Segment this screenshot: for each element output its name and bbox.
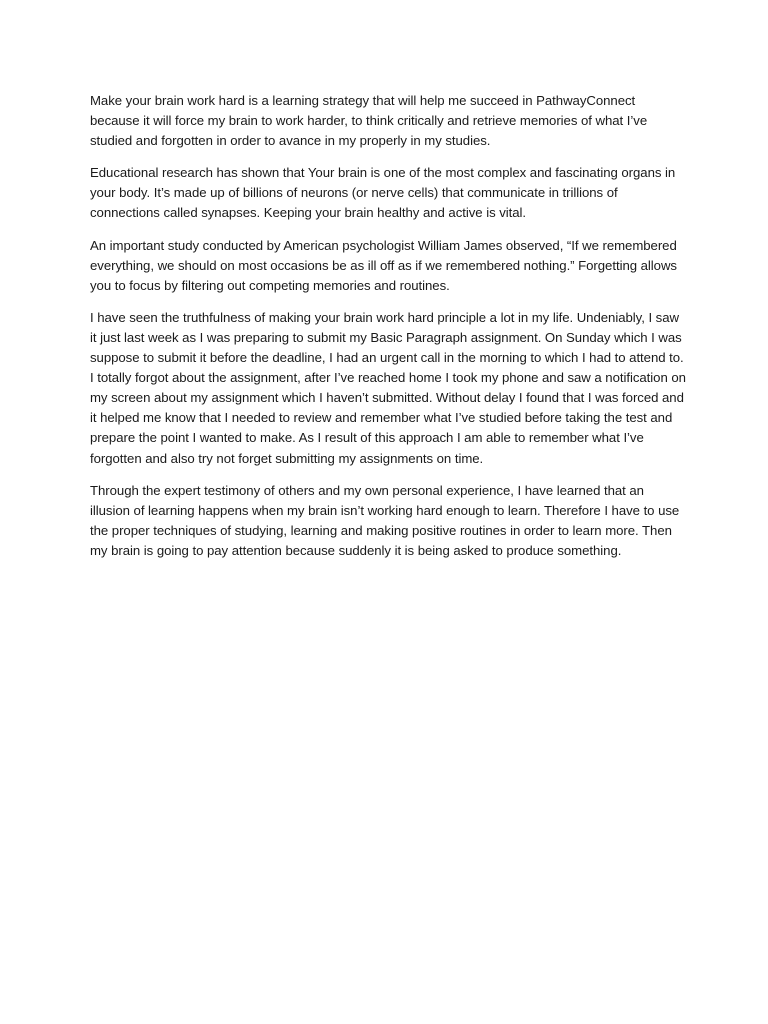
paragraph-3: An important study conducted by American psychologist William James observed, “If we remembered everything, we should on most occasions be as ill off as if we remembered nothing.” Forgetting allows you to focus by filtering out competing memories and routines. xyxy=(90,237,677,293)
paragraph-1: Make your brain work hard is a learning strategy that will help me succeed in PathwayConnect because it will force my brain to work harder, to think critically and retrieve memories of what I’ve studied and forgotten in order to avance in my properly in my studies. xyxy=(90,93,648,149)
paragraph-2: Educational research has shown that Your brain is one of the most complex and fascinating organs in your body. It’s made up of billions of neurons (or nerve cells) that communicate in trillions of connections called synapses. Keeping your brain healthy and active is vital. xyxy=(90,165,676,221)
paragraph-5: Through the expert testimony of others and my own personal experience, I have learned that an illusion of learning happens when my brain isn’t working hard enough to learn. Therefore I have to use the proper techniques of studying, learning and making positive routines in order to learn more. Then my brain is going to pay attention because suddenly it is being asked to produce something. xyxy=(90,482,680,558)
paragraph-4: I have seen the truthfulness of making your brain work hard principle a lot in my life. Undeniably, I saw it just last week as I was preparing to submit my Basic Paragraph assignment. On Sunday which I was suppose to submit it before the deadline, I had an urgent call in the morning to which I had to attend to. I totally forgot about the assignment, after I’ve reached home I took my phone and saw a notification on my screen about my assignment which I haven’t submitted. Without delay I found that I was forced and it helped me know that I needed to review and remember what I’ve studied before taking the test and prepare the point I wanted to make. As I result of this approach I am able to remember what I’ve forgotten and also try not forget submitting my assignments on time. xyxy=(90,309,686,466)
